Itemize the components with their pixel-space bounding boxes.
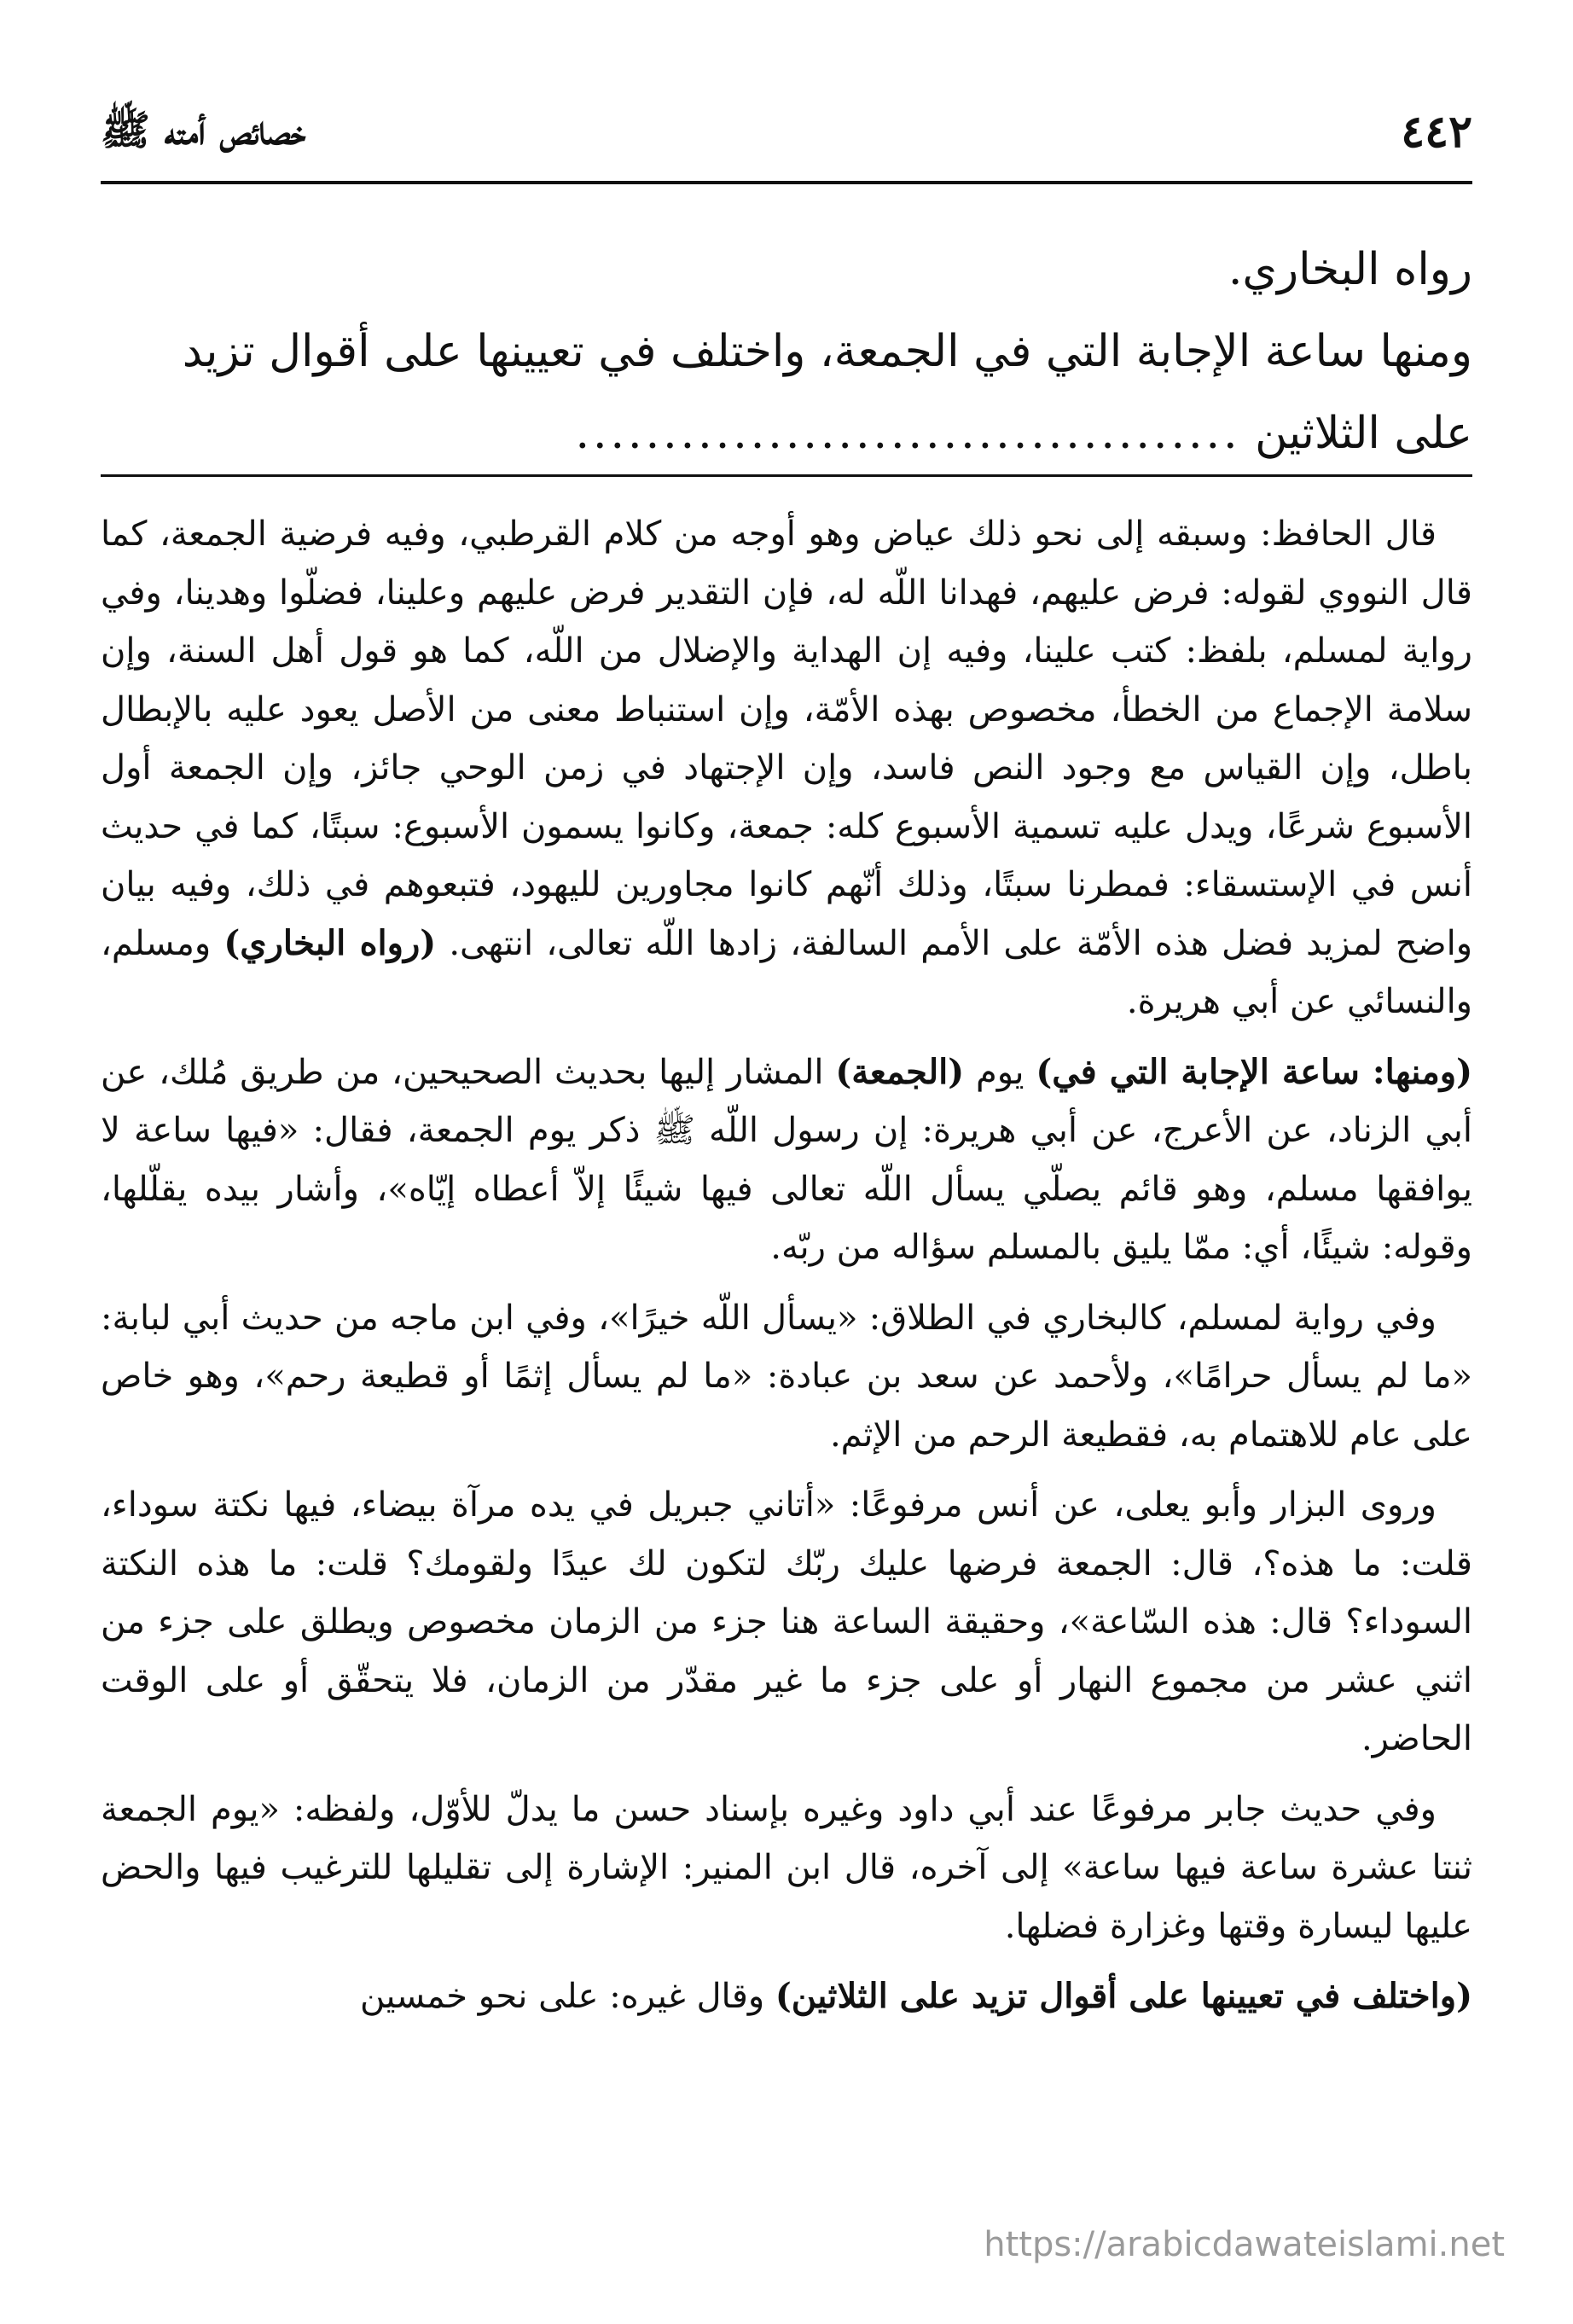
matn-line-3 (101, 392, 1472, 474)
p6-rest: وقال غيره: على نحو خمسين (359, 1977, 765, 2016)
commentary-paragraph-2 (101, 1043, 1472, 1277)
matn-dots: ...................................... (575, 408, 1241, 459)
commentary-paragraph-5: وفي حديث جابر مرفوعًا عند أبي داود وغيره بإسناد حسن ما يدلّ للأوّل، ولفظه: «يوم الجمعة ثنتا عشرة ساعة فيها ساعة» إلى آخره، قال ابن المنير: الإشارة إلى تقليلها للترغيب فيها والحض عليها ليسارة وقتها وغزارة فضلها. (101, 1789, 1472, 1946)
matn-separator-rule (101, 474, 1472, 477)
p2-bold-b: (الجمعة) (835, 1051, 965, 1092)
commentary-paragraph-1 (101, 505, 1472, 1031)
matn-line-3-text: على الثلاثين (1255, 408, 1472, 459)
p1-end: ومسلم، والنسائي عن أبي هريرة. (101, 923, 1472, 1021)
commentary-paragraph-3: وفي رواية لمسلم، كالبخاري في الطلاق: «يسأل اللّه خيرًا»، وفي ابن ماجه من حديث أبي لبابة: «ما لم يسأل حرامًا»، ولأحمد عن سعد بن عبادة: «ما لم يسأل إثمًا أو قطيعة رحم»، وهو خاص على عام للاهتمام به، فقطيعة الرحم من الإثم. (101, 1298, 1472, 1455)
matn-text (101, 229, 1472, 474)
commentary-paragraph-4: وروى البزار وأبو يعلى، عن أنس مرفوعًا: «أتاني جبريل في يده مرآة بيضاء، فيها نكتة سوداء، قلت: ما هذه؟، قال: الجمعة فرضها عليك ربّك لتكون لك عيدًا ولقومك؟ قلت: ما هذه النكتة السوداء؟ قال: هذه السّاعة»، وحقيقة الساعة هنا جزء من الزمان مخصوص ويطلق على جزء من اثني عشر من مجموع النهار أو على جزء ما غير مقدّر من الزمان، فلا يتحقّق أو على الوقت الحاضر. (101, 1485, 1473, 1758)
page-number: ٤٤٢ (1401, 106, 1472, 158)
commentary-text (101, 505, 1472, 2038)
running-title: خصائص أمته ﷺ (101, 107, 306, 154)
commentary-paragraph-6 (101, 1967, 1472, 2026)
matn-line-2: ومنها ساعة الإجابة التي في الجمعة، واختلف في تعيينها على أقوال تزيد (182, 326, 1472, 377)
page-header (101, 94, 1472, 179)
watermark-url: https://arabicdawateislami.net (984, 2225, 1505, 2264)
p1-text: قال الحافظ: وسبقه إلى نحو ذلك عياض وهو أوجه من كلام القرطبي، وفيه فرضية الجمعة، كما قال النووي لقوله: فرض عليهم، فهدانا اللّه له، فإن التقدير فرض عليهم وعلينا، فضلّوا وهدينا، وفي رواية لمسلم، بلفظ: كتب علينا، وفيه إن الهداية والإضلال من اللّه، كما هو قول أهل السنة، وإن سلامة الإجماع من الخطأ، مخصوص بهذه الأمّة، وإن استنباط معنى من الأصل يعود عليه بالإبطال باطل، وإن القياس مع وجود النص فاسد، وإن الإجتهاد في زمن الوحي جائز، وإن الجمعة أول الأسبوع شرعًا، ويدل عليه تسمية الأسبوع كله: جمعة، وكانوا يسمون الأسبوع: سبتًا، كما في حديث أنس في الإستسقاء: فمطرنا سبتًا، وذلك أنّهم كانوا مجاورين لليهود، فتبعوهم في ذلك، وفيه بيان واضح لمزيد فضل هذه الأمّة على الأمم السالفة، زادها اللّه تعالى، انتهى. (101, 514, 1473, 963)
p2-mid-a: يوم (975, 1052, 1024, 1092)
p1-bold: (رواه البخاري) (223, 922, 437, 963)
p6-bold: (واختلف في تعيينها على أقوال تزيد على الثلاثين) (775, 1976, 1472, 2016)
header-rule (101, 181, 1472, 184)
p2-bold-a: (ومنها: ساعة الإجابة التي في) (1036, 1051, 1472, 1092)
p2-rest: المشار إليها بحديث الصحيحين، من طريق مُلك، عن أبي الزناد، عن الأعرج، عن أبي هريرة: إن رسول اللّه ﷺ ذكر يوم الجمعة، فقال: «فيها ساعة لا يوافقها مسلم، وهو قائم يصلّي يسأل اللّه تعالى فيها شيئًا إلاّ أعطاه إيّاه»، وأشار بيده يقلّلها، وقوله: شيئًا، أي: ممّا يليق بالمسلم سؤاله من ربّه. (101, 1052, 1472, 1267)
matn-line-1: رواه البخاري. (1228, 244, 1472, 295)
